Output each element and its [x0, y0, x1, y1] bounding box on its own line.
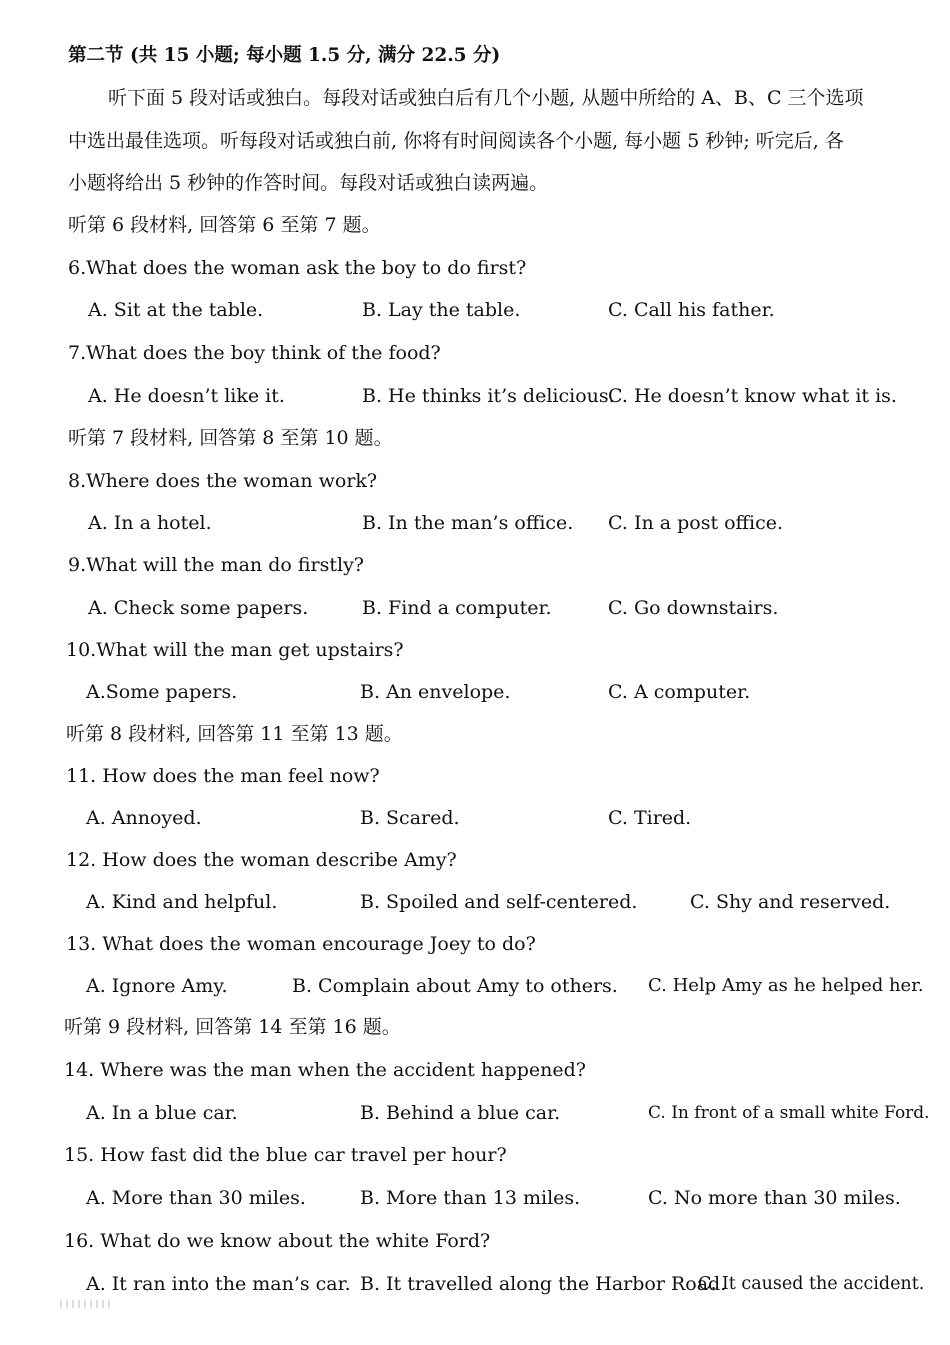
option-a: A. He doesn’t like it. — [88, 385, 285, 407]
intro-line-3: 小题将给出 5 秒钟的作答时间。每段对话或独白读两遍。 — [68, 172, 549, 194]
option-b: B. Behind a blue car. — [360, 1102, 561, 1124]
option-b: B. Scared. — [360, 807, 460, 829]
option-c: C. It caused the accident. — [698, 1274, 925, 1294]
question-stem: 14. Where was the man when the accident happened? — [64, 1059, 586, 1081]
option-c: C. Help Amy as he helped her. — [648, 975, 924, 996]
scan-speckle — [60, 1300, 110, 1308]
question-stem: 11. How does the man feel now? — [66, 765, 380, 787]
option-a: A. Kind and helpful. — [86, 891, 278, 913]
option-c: C. Go downstairs. — [608, 597, 779, 619]
option-a: A.Some papers. — [86, 681, 238, 703]
option-b: B. Complain about Amy to others. — [292, 975, 618, 997]
option-c: C. A computer. — [608, 681, 751, 703]
option-a: A. Sit at the table. — [88, 299, 264, 321]
option-c: C. He doesn’t know what it is. — [608, 385, 897, 407]
option-b: B. Spoiled and self-centered. — [360, 891, 638, 913]
option-c: C. In front of a small white Ford. — [648, 1103, 930, 1123]
option-c: C. In a post office. — [608, 512, 784, 534]
group-instruction: 听第 9 段材料, 回答第 14 至第 16 题。 — [64, 1016, 401, 1038]
option-b: B. It travelled along the Harbor Road. — [360, 1273, 727, 1295]
question-stem: 16. What do we know about the white Ford? — [64, 1230, 491, 1252]
option-b: B. An envelope. — [360, 681, 511, 703]
intro-line-1: 听下面 5 段对话或独白。每段对话或独白后有几个小题, 从题中所给的 A、B、C 三个选项 — [108, 87, 864, 109]
question-stem: 15. How fast did the blue car travel per hour? — [64, 1144, 507, 1166]
question-stem: 13. What does the woman encourage Joey to do? — [66, 933, 536, 955]
option-a: A. In a blue car. — [86, 1102, 238, 1124]
option-a: A. In a hotel. — [88, 512, 212, 534]
option-c: C. Tired. — [608, 807, 692, 829]
option-b: B. He thinks it’s delicious. — [362, 385, 615, 407]
group-instruction: 听第 7 段材料, 回答第 8 至第 10 题。 — [68, 427, 393, 449]
option-a: A. It ran into the man’s car. — [86, 1273, 351, 1295]
option-b: B. Find a computer. — [362, 597, 552, 619]
group-instruction: 听第 6 段材料, 回答第 6 至第 7 题。 — [68, 214, 381, 236]
intro-line-2: 中选出最佳选项。听每段对话或独白前, 你将有时间阅读各个小题, 每小题 5 秒钟; 听完后, 各 — [68, 130, 844, 152]
option-a: A. Check some papers. — [88, 597, 309, 619]
question-stem: 12. How does the woman describe Amy? — [66, 849, 457, 871]
section-title: 第二节 (共 15 小题; 每小题 1.5 分, 满分 22.5 分) — [68, 45, 501, 66]
option-b: B. In the man’s office. — [362, 512, 574, 534]
question-stem: 10.What will the man get upstairs? — [66, 639, 404, 661]
question-stem: 9.What will the man do firstly? — [68, 554, 364, 576]
option-c: C. Shy and reserved. — [690, 891, 891, 913]
option-b: B. More than 13 miles. — [360, 1187, 581, 1209]
option-b: B. Lay the table. — [362, 299, 521, 321]
option-a: A. More than 30 miles. — [86, 1187, 306, 1209]
group-instruction: 听第 8 段材料, 回答第 11 至第 13 题。 — [66, 723, 403, 745]
question-stem: 8.Where does the woman work? — [68, 470, 378, 492]
question-stem: 6.What does the woman ask the boy to do first? — [68, 257, 527, 279]
option-c: C. No more than 30 miles. — [648, 1187, 901, 1209]
option-c: C. Call his father. — [608, 299, 775, 321]
question-stem: 7.What does the boy think of the food? — [68, 342, 441, 364]
option-a: A. Annoyed. — [86, 807, 202, 829]
option-a: A. Ignore Amy. — [86, 975, 228, 997]
